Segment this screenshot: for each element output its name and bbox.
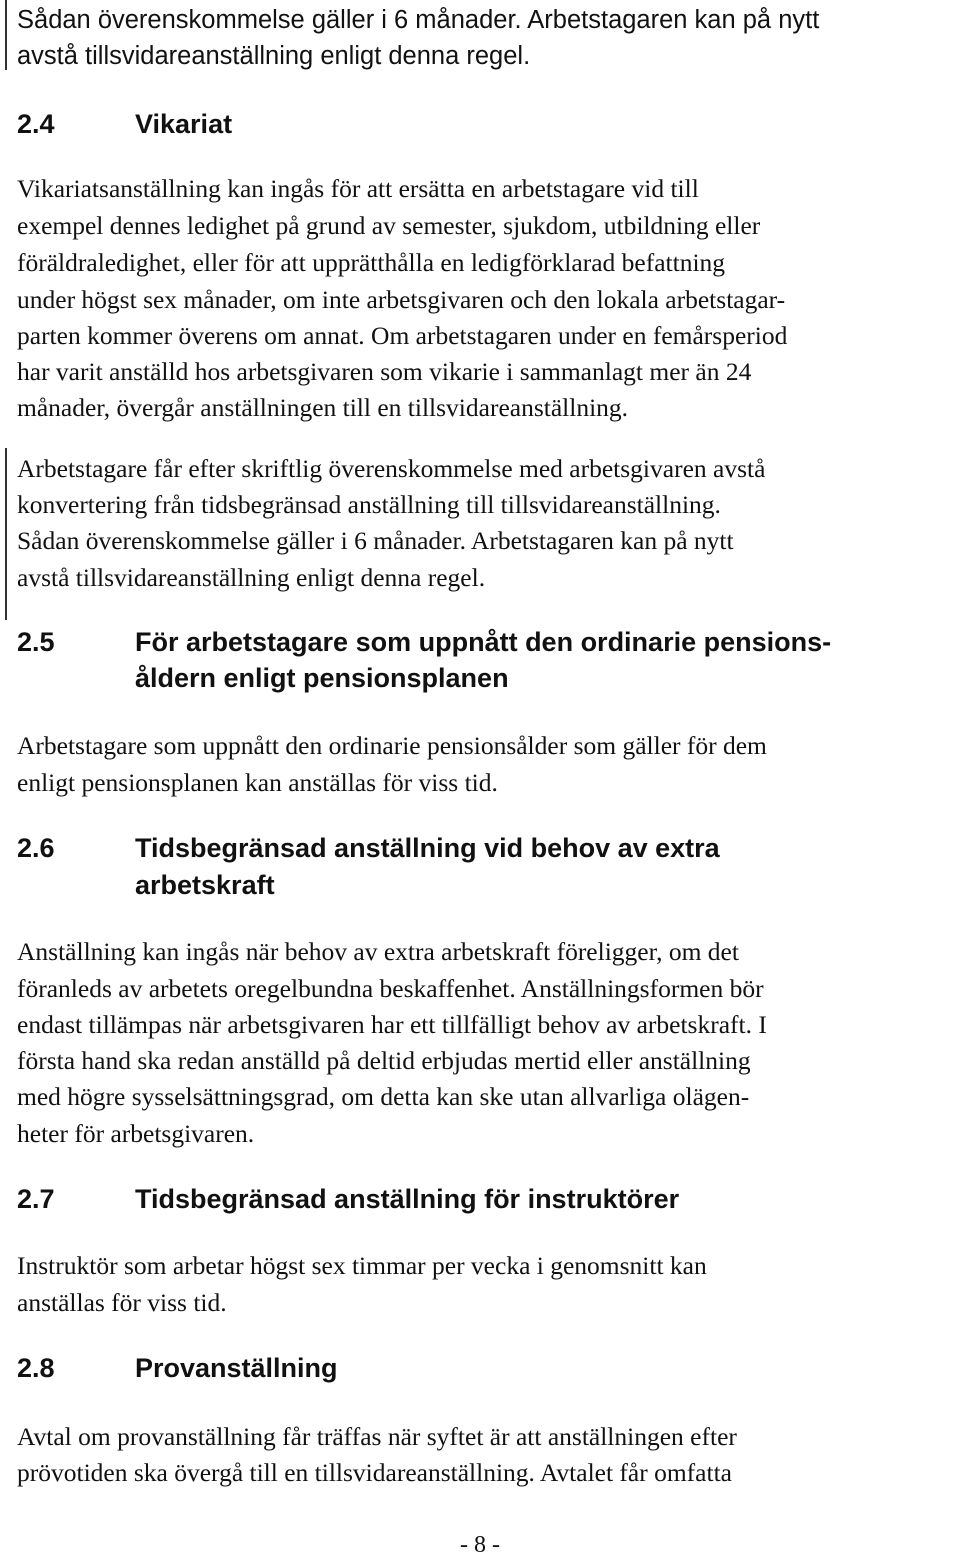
paragraph-line: enligt pensionsplanen kan anställas för viss tid. [17,768,498,797]
section-heading-2-4 [17,106,232,142]
paragraph-line: Avtal om provanställning får träffas när syftet är att anställningen efter [17,1422,737,1451]
paragraph-line: prövotiden ska övergå till en tillsvidareanställning. Avtalet får omfatta [17,1458,732,1487]
paragraph-line: endast tillämpas när arbetsgivaren har ett tillfälligt behov av arbetskraft. I [17,1010,767,1039]
section-title-continued: arbetskraft [135,870,275,900]
section-heading-2-8 [17,1350,338,1386]
section-title: Tidsbegränsad anställning för instruktörer [135,1184,680,1214]
paragraph-line: Instruktör som arbetar högst sex timmar per vecka i genomsnitt kan [17,1251,707,1280]
paragraph-line: anställas för viss tid. [17,1288,227,1317]
change-bar-top [5,0,7,70]
paragraph-line: Sådan överenskommelse gäller i 6 månader. Arbetstagaren kan på nytt [17,526,734,555]
change-bar-middle [5,448,7,620]
section-number: 2.5 [17,627,55,657]
section-number: 2.4 [17,109,55,139]
page-number: - 8 - [460,1532,500,1558]
paragraph-line: exempel dennes ledighet på grund av semester, sjukdom, utbildning eller [17,211,761,240]
paragraph-line: Vikariatsanställning kan ingås för att ersätta en arbetstagare vid till [17,174,699,203]
paragraph-line: föranleds av arbetets oregelbundna beskaffenhet. Anställningsformen bör [17,974,764,1003]
paragraph-line: Arbetstagare som uppnått den ordinarie pensionsålder som gäller för dem [17,731,767,760]
paragraph-line: har varit anställd hos arbetsgivaren som vikarie i sammanlagt mer än 24 [17,357,752,386]
section-heading-2-7 [17,1181,679,1217]
section-heading-2-5 [17,624,832,693]
section-title: Provanställning [135,1353,338,1383]
section-number: 2.6 [17,833,55,863]
paragraph-line: parten kommer överens om annat. Om arbetstagaren under en femårsperiod [17,321,788,350]
top-text-line: avstå tillsvidareanställning enligt denna regel. [17,42,531,70]
section-title: För arbetstagare som uppnått den ordinarie pensions- [135,627,832,657]
paragraph-line: första hand ska redan anställd på deltid erbjudas mertid eller anställning [17,1046,751,1075]
paragraph-line: heter för arbetsgivaren. [17,1119,255,1148]
section-number: 2.7 [17,1184,55,1214]
paragraph-line: föräldraledighet, eller för att upprätthålla en ledigförklarad befattning [17,248,726,277]
section-title: Tidsbegränsad anställning vid behov av extra [135,833,720,863]
paragraph-line: Arbetstagare får efter skriftlig överenskommelse med arbetsgivaren avstå [17,454,766,483]
paragraph-line: konvertering från tidsbegränsad anställning till tillsvidareanställning. [17,490,721,519]
paragraph-line: avstå tillsvidareanställning enligt denna regel. [17,563,486,592]
section-title-continued: åldern enligt pensionsplanen [135,663,509,693]
paragraph-line: Anställning kan ingås när behov av extra arbetskraft föreligger, om det [17,937,739,966]
paragraph-line: med högre sysselsättningsgrad, om detta kan ske utan allvarliga olägen- [17,1082,750,1111]
paragraph-line: månader, övergår anställningen till en tillsvidareanställning. [17,393,629,422]
section-heading-2-6 [17,830,720,900]
top-text-line: Sådan överenskommelse gäller i 6 månader. Arbetstagaren kan på nytt [17,6,820,34]
paragraph-line: under högst sex månader, om inte arbetsgivaren och den lokala arbetstagar- [17,285,786,314]
section-title: Vikariat [135,109,233,139]
section-number: 2.8 [17,1353,55,1383]
